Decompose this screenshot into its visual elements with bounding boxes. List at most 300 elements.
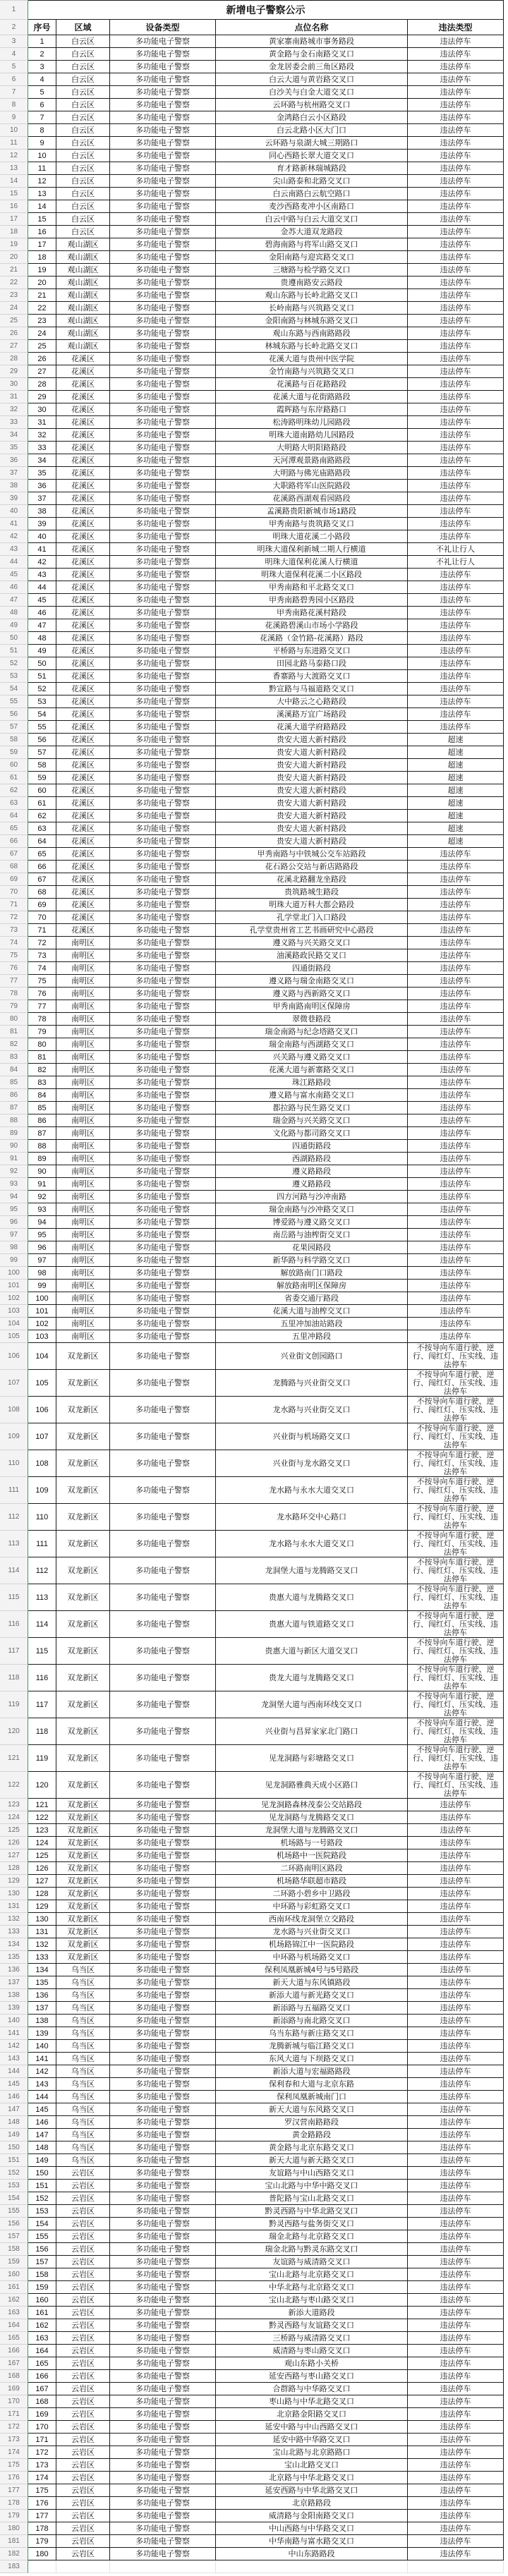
row-number[interactable]: 66 xyxy=(0,835,28,848)
district-cell[interactable]: 云岩区 xyxy=(56,2484,110,2497)
violation-type-cell[interactable]: 违法停车 xyxy=(408,937,504,949)
device-type-cell[interactable]: 多功能电子警察 xyxy=(110,492,216,505)
device-type-cell[interactable]: 多功能电子警察 xyxy=(110,657,216,670)
location-cell[interactable]: 兴业街与龙水路交叉口 xyxy=(216,1450,408,1477)
serial-cell[interactable]: 7 xyxy=(28,111,56,124)
district-cell[interactable]: 南明区 xyxy=(56,937,110,949)
district-cell[interactable]: 南明区 xyxy=(56,1026,110,1038)
device-type-cell[interactable]: 多功能电子警察 xyxy=(110,35,216,48)
row-number[interactable]: 115 xyxy=(0,1584,28,1611)
device-type-cell[interactable]: 多功能电子警察 xyxy=(110,2116,216,2129)
district-cell[interactable]: 乌当区 xyxy=(56,1989,110,2002)
district-cell[interactable]: 白云区 xyxy=(56,86,110,99)
location-cell[interactable]: 机场路华联超市路段 xyxy=(216,1875,408,1888)
row-number[interactable]: 158 xyxy=(0,2243,28,2256)
violation-type-cell[interactable]: 违法停车 xyxy=(408,2319,504,2332)
serial-cell[interactable]: 14 xyxy=(28,200,56,213)
row-number[interactable]: 62 xyxy=(0,784,28,797)
row-number[interactable]: 167 xyxy=(0,2357,28,2370)
row-number[interactable]: 106 xyxy=(0,1343,28,1370)
device-type-cell[interactable]: 多功能电子警察 xyxy=(110,2510,216,2522)
device-type-cell[interactable]: 多功能电子警察 xyxy=(110,213,216,226)
location-cell[interactable]: 友谊路与中山西路交叉口 xyxy=(216,2167,408,2180)
location-cell[interactable]: 四通街路段 xyxy=(216,1140,408,1153)
serial-cell[interactable]: 71 xyxy=(28,924,56,937)
district-cell[interactable]: 观山湖区 xyxy=(56,238,110,251)
location-cell[interactable]: 龙腾新城与临江路交叉口 xyxy=(216,2040,408,2053)
violation-type-cell[interactable]: 违法停车 xyxy=(408,302,504,315)
device-type-cell[interactable]: 多功能电子警察 xyxy=(110,2484,216,2497)
district-cell[interactable]: 云岩区 xyxy=(56,2395,110,2408)
serial-cell[interactable]: 44 xyxy=(28,581,56,594)
serial-cell[interactable]: 133 xyxy=(28,1951,56,1964)
row-number[interactable]: 48 xyxy=(0,607,28,619)
row-number[interactable]: 23 xyxy=(0,289,28,302)
serial-cell[interactable]: 98 xyxy=(28,1267,56,1280)
district-cell[interactable]: 云岩区 xyxy=(56,2522,110,2535)
violation-type-cell[interactable]: 违法停车 xyxy=(408,2281,504,2294)
location-cell[interactable]: 宝山北路与北京路交叉口 xyxy=(216,2268,408,2281)
device-type-cell[interactable]: 多功能电子警察 xyxy=(110,988,216,1000)
serial-cell[interactable]: 72 xyxy=(28,937,56,949)
location-cell[interactable]: 都拉路与民生路交叉口 xyxy=(216,1102,408,1114)
violation-type-cell[interactable]: 违法停车 xyxy=(408,48,504,61)
location-cell[interactable]: 贵安大道大新村路段 xyxy=(216,822,408,835)
violation-type-cell[interactable]: 违法停车 xyxy=(408,429,504,442)
violation-type-cell[interactable]: 违法停车 xyxy=(408,924,504,937)
row-number[interactable]: 182 xyxy=(0,2548,28,2560)
serial-cell[interactable]: 104 xyxy=(28,1343,56,1370)
location-cell[interactable]: 兴业街文创园路口 xyxy=(216,1343,408,1370)
location-cell[interactable]: 瑞金南路与沙冲路交叉口 xyxy=(216,1203,408,1216)
district-cell[interactable]: 双龙新区 xyxy=(56,1531,110,1557)
violation-type-cell[interactable]: 不按导向车道行驶、逆行、闯红灯、压实线、违法停车 xyxy=(408,1397,504,1423)
serial-cell[interactable]: 79 xyxy=(28,1026,56,1038)
district-cell[interactable]: 云岩区 xyxy=(56,2281,110,2294)
serial-cell[interactable]: 3 xyxy=(28,61,56,73)
row-number[interactable]: 159 xyxy=(0,2256,28,2268)
device-type-cell[interactable]: 多功能电子警察 xyxy=(110,238,216,251)
district-cell[interactable]: 南明区 xyxy=(56,988,110,1000)
row-number[interactable]: 31 xyxy=(0,391,28,403)
location-cell[interactable]: 威清路与金阳南路交叉口 xyxy=(216,2510,408,2522)
device-type-cell[interactable]: 多功能电子警察 xyxy=(110,289,216,302)
row-number[interactable]: 74 xyxy=(0,937,28,949)
sheet-title[interactable]: 新增电子警察公示 xyxy=(28,0,504,20)
device-type-cell[interactable]: 多功能电子警察 xyxy=(110,1153,216,1165)
serial-cell[interactable]: 41 xyxy=(28,543,56,556)
device-type-cell[interactable]: 多功能电子警察 xyxy=(110,784,216,797)
violation-type-cell[interactable]: 违法停车 xyxy=(408,2497,504,2510)
device-type-cell[interactable]: 多功能电子警察 xyxy=(110,1531,216,1557)
location-cell[interactable]: 合群路与中华路交叉口 xyxy=(216,2383,408,2395)
location-cell[interactable]: 溪溪路万宜广场路段 xyxy=(216,708,408,721)
device-type-cell[interactable]: 多功能电子警察 xyxy=(110,873,216,886)
serial-cell[interactable]: 179 xyxy=(28,2535,56,2548)
location-cell[interactable]: 瑞金南路与西湖路交叉口 xyxy=(216,1038,408,1051)
row-number[interactable]: 112 xyxy=(0,1504,28,1531)
device-type-cell[interactable]: 多功能电子警察 xyxy=(110,848,216,861)
serial-cell[interactable]: 38 xyxy=(28,505,56,518)
device-type-cell[interactable]: 多功能电子警察 xyxy=(110,175,216,188)
location-cell[interactable]: 西湖路路段 xyxy=(216,1153,408,1165)
district-cell[interactable]: 南明区 xyxy=(56,1216,110,1229)
district-cell[interactable]: 花溪区 xyxy=(56,810,110,822)
serial-cell[interactable]: 96 xyxy=(28,1241,56,1254)
district-cell[interactable]: 双龙新区 xyxy=(56,1811,110,1824)
serial-cell[interactable]: 105 xyxy=(28,1370,56,1397)
violation-type-cell[interactable]: 违法停车 xyxy=(408,2395,504,2408)
location-cell[interactable]: 田园北路马泰路口段 xyxy=(216,657,408,670)
district-cell[interactable]: 云岩区 xyxy=(56,2268,110,2281)
violation-type-cell[interactable]: 违法停车 xyxy=(408,2357,504,2370)
district-cell[interactable]: 花溪区 xyxy=(56,492,110,505)
device-type-cell[interactable]: 多功能电子警察 xyxy=(110,1976,216,1989)
serial-cell[interactable]: 107 xyxy=(28,1423,56,1450)
row-number[interactable]: 64 xyxy=(0,810,28,822)
district-cell[interactable]: 花溪区 xyxy=(56,784,110,797)
district-cell[interactable]: 双龙新区 xyxy=(56,1638,110,1665)
district-cell[interactable]: 花溪区 xyxy=(56,518,110,530)
row-number[interactable]: 28 xyxy=(0,353,28,365)
district-cell[interactable]: 南明区 xyxy=(56,1127,110,1140)
location-cell[interactable]: 同心西路长翠大道交叉口 xyxy=(216,150,408,162)
device-type-cell[interactable]: 多功能电子警察 xyxy=(110,683,216,695)
device-type-cell[interactable]: 多功能电子警察 xyxy=(110,2294,216,2307)
violation-type-cell[interactable]: 违法停车 xyxy=(408,492,504,505)
device-type-cell[interactable]: 多功能电子警察 xyxy=(110,1799,216,1811)
row-number[interactable]: 49 xyxy=(0,619,28,632)
location-cell[interactable]: 北京路与中华北路交叉口 xyxy=(216,2472,408,2484)
location-cell[interactable]: 金阳南路与迎宾路交叉口 xyxy=(216,251,408,264)
row-number[interactable]: 38 xyxy=(0,480,28,492)
row-number[interactable]: 94 xyxy=(0,1191,28,1203)
violation-type-cell[interactable]: 违法停车 xyxy=(408,1203,504,1216)
location-cell[interactable]: 黄金路与金石南路交叉口 xyxy=(216,48,408,61)
district-cell[interactable]: 南明区 xyxy=(56,1330,110,1343)
device-type-cell[interactable]: 多功能电子警察 xyxy=(110,543,216,556)
row-number[interactable]: 122 xyxy=(0,1772,28,1799)
device-type-cell[interactable]: 多功能电子警察 xyxy=(110,924,216,937)
violation-type-cell[interactable]: 违法停车 xyxy=(408,264,504,277)
device-type-cell[interactable]: 多功能电子警察 xyxy=(110,2446,216,2459)
location-cell[interactable]: 解放路南门口路段 xyxy=(216,1267,408,1280)
row-number[interactable]: 82 xyxy=(0,1038,28,1051)
district-cell[interactable]: 双龙新区 xyxy=(56,1849,110,1862)
device-type-cell[interactable]: 多功能电子警察 xyxy=(110,911,216,924)
district-cell[interactable]: 乌当区 xyxy=(56,2116,110,2129)
location-cell[interactable]: 花溪路西湖观看园路段 xyxy=(216,492,408,505)
serial-cell[interactable]: 158 xyxy=(28,2268,56,2281)
device-type-cell[interactable]: 多功能电子警察 xyxy=(110,391,216,403)
serial-cell[interactable]: 8 xyxy=(28,124,56,137)
row-number[interactable]: 128 xyxy=(0,1862,28,1875)
location-cell[interactable]: 中山东路路段 xyxy=(216,2548,408,2560)
district-cell[interactable]: 花溪区 xyxy=(56,365,110,378)
location-cell[interactable]: 保利凤凰新城4号与5号路段 xyxy=(216,1964,408,1976)
violation-type-cell[interactable]: 不按导向车道行驶、逆行、闯红灯、压实线、违法停车 xyxy=(408,1718,504,1745)
serial-cell[interactable]: 97 xyxy=(28,1254,56,1267)
location-cell[interactable]: 贵安大道大新村路段 xyxy=(216,772,408,784)
district-cell[interactable]: 双龙新区 xyxy=(56,1875,110,1888)
serial-cell[interactable]: 118 xyxy=(28,1718,56,1745)
violation-type-cell[interactable]: 违法停车 xyxy=(408,1254,504,1267)
violation-type-cell[interactable]: 违法停车 xyxy=(408,2015,504,2027)
district-cell[interactable]: 乌当区 xyxy=(56,2065,110,2078)
violation-type-cell[interactable]: 违法停车 xyxy=(408,1076,504,1089)
row-number[interactable]: 86 xyxy=(0,1089,28,1102)
district-cell[interactable]: 云岩区 xyxy=(56,2510,110,2522)
row-number[interactable]: 166 xyxy=(0,2345,28,2357)
serial-cell[interactable]: 24 xyxy=(28,327,56,340)
district-cell[interactable]: 云岩区 xyxy=(56,2319,110,2332)
district-cell[interactable]: 白云区 xyxy=(56,35,110,48)
location-cell[interactable]: 新添大道与新光路交叉口 xyxy=(216,1989,408,2002)
serial-cell[interactable]: 125 xyxy=(28,1849,56,1862)
violation-type-cell[interactable]: 违法停车 xyxy=(408,2307,504,2319)
empty-cell[interactable] xyxy=(110,2560,216,2573)
device-type-cell[interactable]: 多功能电子警察 xyxy=(110,2459,216,2472)
district-cell[interactable]: 花溪区 xyxy=(56,454,110,467)
row-number[interactable]: 143 xyxy=(0,2053,28,2065)
device-type-cell[interactable]: 多功能电子警察 xyxy=(110,1862,216,1875)
device-type-cell[interactable]: 多功能电子警察 xyxy=(110,1691,216,1718)
serial-cell[interactable]: 160 xyxy=(28,2294,56,2307)
device-type-cell[interactable]: 多功能电子警察 xyxy=(110,746,216,759)
violation-type-cell[interactable]: 违法停车 xyxy=(408,886,504,899)
violation-type-cell[interactable]: 违法停车 xyxy=(408,2472,504,2484)
district-cell[interactable]: 花溪区 xyxy=(56,353,110,365)
row-number[interactable]: 18 xyxy=(0,226,28,238)
district-cell[interactable]: 云岩区 xyxy=(56,2256,110,2268)
serial-cell[interactable]: 90 xyxy=(28,1165,56,1178)
violation-type-cell[interactable]: 违法停车 xyxy=(408,442,504,454)
row-number[interactable]: 71 xyxy=(0,899,28,911)
location-cell[interactable]: 林城东路与长岭北路交叉口 xyxy=(216,340,408,353)
location-cell[interactable]: 龙水路与兴业街交叉口 xyxy=(216,1397,408,1423)
district-cell[interactable]: 南明区 xyxy=(56,1153,110,1165)
serial-cell[interactable]: 1 xyxy=(28,35,56,48)
serial-cell[interactable]: 138 xyxy=(28,2015,56,2027)
district-cell[interactable]: 双龙新区 xyxy=(56,1862,110,1875)
location-cell[interactable]: 宝山北路交叉口 xyxy=(216,2459,408,2472)
violation-type-cell[interactable]: 违法停车 xyxy=(408,683,504,695)
location-cell[interactable]: 贵安大道大新村路段 xyxy=(216,759,408,772)
violation-type-cell[interactable]: 超速 xyxy=(408,734,504,746)
row-number[interactable]: 95 xyxy=(0,1203,28,1216)
district-cell[interactable]: 花溪区 xyxy=(56,873,110,886)
violation-type-cell[interactable]: 违法停车 xyxy=(408,962,504,975)
location-cell[interactable]: 油溪路政民路交叉口 xyxy=(216,949,408,962)
location-cell[interactable]: 机场路中一医院路段 xyxy=(216,1849,408,1862)
device-type-cell[interactable]: 多功能电子警察 xyxy=(110,886,216,899)
device-type-cell[interactable]: 多功能电子警察 xyxy=(110,632,216,645)
district-cell[interactable]: 南明区 xyxy=(56,1000,110,1013)
district-cell[interactable]: 南明区 xyxy=(56,1140,110,1153)
location-cell[interactable]: 瑞金路与兴关路交叉口 xyxy=(216,1114,408,1127)
serial-cell[interactable]: 52 xyxy=(28,683,56,695)
serial-cell[interactable]: 103 xyxy=(28,1330,56,1343)
district-cell[interactable]: 白云区 xyxy=(56,137,110,150)
location-cell[interactable]: 金阳南路与林城东路交叉口 xyxy=(216,315,408,327)
row-number[interactable]: 113 xyxy=(0,1531,28,1557)
violation-type-cell[interactable]: 违法停车 xyxy=(408,581,504,594)
row-number[interactable]: 55 xyxy=(0,695,28,708)
header-serial[interactable]: 序号 xyxy=(28,20,56,35)
violation-type-cell[interactable]: 违法停车 xyxy=(408,2065,504,2078)
location-cell[interactable]: 罗汉营南路路段 xyxy=(216,2116,408,2129)
violation-type-cell[interactable]: 违法停车 xyxy=(408,848,504,861)
device-type-cell[interactable]: 多功能电子警察 xyxy=(110,2154,216,2167)
location-cell[interactable]: 明珠大道南路幼儿园路段 xyxy=(216,429,408,442)
location-cell[interactable]: 新添路与南北路交叉口 xyxy=(216,2015,408,2027)
header-location[interactable]: 点位名称 xyxy=(216,20,408,35)
device-type-cell[interactable]: 多功能电子警察 xyxy=(110,429,216,442)
row-number[interactable]: 173 xyxy=(0,2434,28,2446)
violation-type-cell[interactable]: 违法停车 xyxy=(408,137,504,150)
serial-cell[interactable]: 28 xyxy=(28,378,56,391)
device-type-cell[interactable]: 多功能电子警察 xyxy=(110,1718,216,1745)
location-cell[interactable]: 龙水路环交中心路口 xyxy=(216,1504,408,1531)
device-type-cell[interactable]: 多功能电子警察 xyxy=(110,111,216,124)
district-cell[interactable]: 花溪区 xyxy=(56,695,110,708)
row-number[interactable]: 117 xyxy=(0,1638,28,1665)
serial-cell[interactable]: 93 xyxy=(28,1203,56,1216)
serial-cell[interactable]: 67 xyxy=(28,873,56,886)
serial-cell[interactable]: 177 xyxy=(28,2510,56,2522)
row-number[interactable]: 34 xyxy=(0,429,28,442)
location-cell[interactable]: 宝山北路与枣山路交叉口 xyxy=(216,2294,408,2307)
row-number[interactable]: 57 xyxy=(0,721,28,734)
device-type-cell[interactable]: 多功能电子警察 xyxy=(110,772,216,784)
location-cell[interactable]: 中华南路与富水路交叉口 xyxy=(216,2535,408,2548)
location-cell[interactable]: 观山东路与长岭北路交叉口 xyxy=(216,289,408,302)
device-type-cell[interactable]: 多功能电子警察 xyxy=(110,1280,216,1292)
row-number[interactable]: 25 xyxy=(0,315,28,327)
empty-cell[interactable] xyxy=(216,2560,408,2573)
serial-cell[interactable]: 33 xyxy=(28,442,56,454)
violation-type-cell[interactable]: 违法停车 xyxy=(408,861,504,873)
location-cell[interactable]: 花溪路（金竹路-花溪路）路段 xyxy=(216,632,408,645)
district-cell[interactable]: 观山湖区 xyxy=(56,315,110,327)
serial-cell[interactable]: 127 xyxy=(28,1875,56,1888)
location-cell[interactable]: 孟溪路贵阳新城市场1路段 xyxy=(216,505,408,518)
district-cell[interactable]: 白云区 xyxy=(56,99,110,111)
row-number[interactable]: 157 xyxy=(0,2230,28,2243)
row-number[interactable]: 11 xyxy=(0,137,28,150)
violation-type-cell[interactable]: 违法停车 xyxy=(408,2256,504,2268)
row-number[interactable]: 151 xyxy=(0,2154,28,2167)
row-number[interactable]: 142 xyxy=(0,2040,28,2053)
device-type-cell[interactable]: 多功能电子警察 xyxy=(110,454,216,467)
row-number[interactable]: 119 xyxy=(0,1691,28,1718)
violation-type-cell[interactable]: 违法停车 xyxy=(408,99,504,111)
serial-cell[interactable]: 64 xyxy=(28,835,56,848)
serial-cell[interactable]: 132 xyxy=(28,1938,56,1951)
violation-type-cell[interactable]: 违法停车 xyxy=(408,2116,504,2129)
district-cell[interactable]: 花溪区 xyxy=(56,708,110,721)
row-number[interactable]: 87 xyxy=(0,1102,28,1114)
violation-type-cell[interactable]: 违法停车 xyxy=(408,2535,504,2548)
serial-cell[interactable]: 150 xyxy=(28,2167,56,2180)
device-type-cell[interactable]: 多功能电子警察 xyxy=(110,1241,216,1254)
row-number[interactable]: 134 xyxy=(0,1938,28,1951)
row-number[interactable]: 111 xyxy=(0,1477,28,1504)
device-type-cell[interactable]: 多功能电子警察 xyxy=(110,2091,216,2103)
violation-type-cell[interactable]: 违法停车 xyxy=(408,175,504,188)
serial-cell[interactable]: 99 xyxy=(28,1280,56,1292)
violation-type-cell[interactable]: 违法停车 xyxy=(408,1862,504,1875)
location-cell[interactable]: 松涛路明珠幼儿园路段 xyxy=(216,416,408,429)
location-cell[interactable]: 解放路南明区保障房 xyxy=(216,1280,408,1292)
location-cell[interactable]: 黄金路路段 xyxy=(216,2129,408,2141)
device-type-cell[interactable]: 多功能电子警察 xyxy=(110,226,216,238)
location-cell[interactable]: 龙水路与永水大道交叉口 xyxy=(216,1531,408,1557)
location-cell[interactable]: 黔灵西路与友谊路交叉口 xyxy=(216,2319,408,2332)
location-cell[interactable]: 黔宣路与马福道路交叉口 xyxy=(216,683,408,695)
location-cell[interactable]: 延安西路与枣山路交叉口 xyxy=(216,2370,408,2383)
device-type-cell[interactable]: 多功能电子警察 xyxy=(110,124,216,137)
district-cell[interactable]: 云岩区 xyxy=(56,2535,110,2548)
violation-type-cell[interactable]: 违法停车 xyxy=(408,277,504,289)
serial-cell[interactable]: 176 xyxy=(28,2497,56,2510)
district-cell[interactable]: 花溪区 xyxy=(56,797,110,810)
district-cell[interactable]: 观山湖区 xyxy=(56,340,110,353)
district-cell[interactable]: 花溪区 xyxy=(56,657,110,670)
district-cell[interactable]: 双龙新区 xyxy=(56,1557,110,1584)
district-cell[interactable]: 乌当区 xyxy=(56,2154,110,2167)
location-cell[interactable]: 保利凤凰新城南门口 xyxy=(216,2091,408,2103)
location-cell[interactable]: 观山东路小关桥 xyxy=(216,2357,408,2370)
device-type-cell[interactable]: 多功能电子警察 xyxy=(110,315,216,327)
serial-cell[interactable]: 12 xyxy=(28,175,56,188)
row-number[interactable]: 53 xyxy=(0,670,28,683)
serial-cell[interactable]: 174 xyxy=(28,2472,56,2484)
district-cell[interactable]: 白云区 xyxy=(56,48,110,61)
serial-cell[interactable]: 57 xyxy=(28,746,56,759)
serial-cell[interactable]: 61 xyxy=(28,797,56,810)
district-cell[interactable]: 乌当区 xyxy=(56,2027,110,2040)
row-number[interactable]: 124 xyxy=(0,1811,28,1824)
row-number[interactable]: 99 xyxy=(0,1254,28,1267)
location-cell[interactable]: 明珠大道保利花溪人行横道 xyxy=(216,556,408,569)
serial-cell[interactable]: 65 xyxy=(28,848,56,861)
row-number[interactable]: 155 xyxy=(0,2205,28,2218)
device-type-cell[interactable]: 多功能电子警察 xyxy=(110,2332,216,2345)
location-cell[interactable]: 威清路与枣山路交叉口 xyxy=(216,2345,408,2357)
district-cell[interactable]: 云岩区 xyxy=(56,2332,110,2345)
district-cell[interactable]: 南明区 xyxy=(56,1203,110,1216)
empty-cell[interactable] xyxy=(28,2560,56,2573)
device-type-cell[interactable]: 多功能电子警察 xyxy=(110,1318,216,1330)
device-type-cell[interactable]: 多功能电子警察 xyxy=(110,1745,216,1772)
violation-type-cell[interactable]: 违法停车 xyxy=(408,2027,504,2040)
location-cell[interactable]: 花石路公交站与新店路路段 xyxy=(216,861,408,873)
serial-cell[interactable]: 154 xyxy=(28,2218,56,2230)
location-cell[interactable]: 见龙洞路森林茂泰公交站路段 xyxy=(216,1799,408,1811)
district-cell[interactable]: 花溪区 xyxy=(56,861,110,873)
violation-type-cell[interactable]: 违法停车 xyxy=(408,619,504,632)
row-number[interactable]: 14 xyxy=(0,175,28,188)
violation-type-cell[interactable]: 违法停车 xyxy=(408,505,504,518)
violation-type-cell[interactable]: 违法停车 xyxy=(408,378,504,391)
violation-type-cell[interactable]: 违法停车 xyxy=(408,949,504,962)
device-type-cell[interactable]: 多功能电子警察 xyxy=(110,734,216,746)
header-violation-type[interactable]: 违法类型 xyxy=(408,20,504,35)
serial-cell[interactable]: 27 xyxy=(28,365,56,378)
serial-cell[interactable]: 13 xyxy=(28,188,56,200)
row-number[interactable]: 6 xyxy=(0,73,28,86)
